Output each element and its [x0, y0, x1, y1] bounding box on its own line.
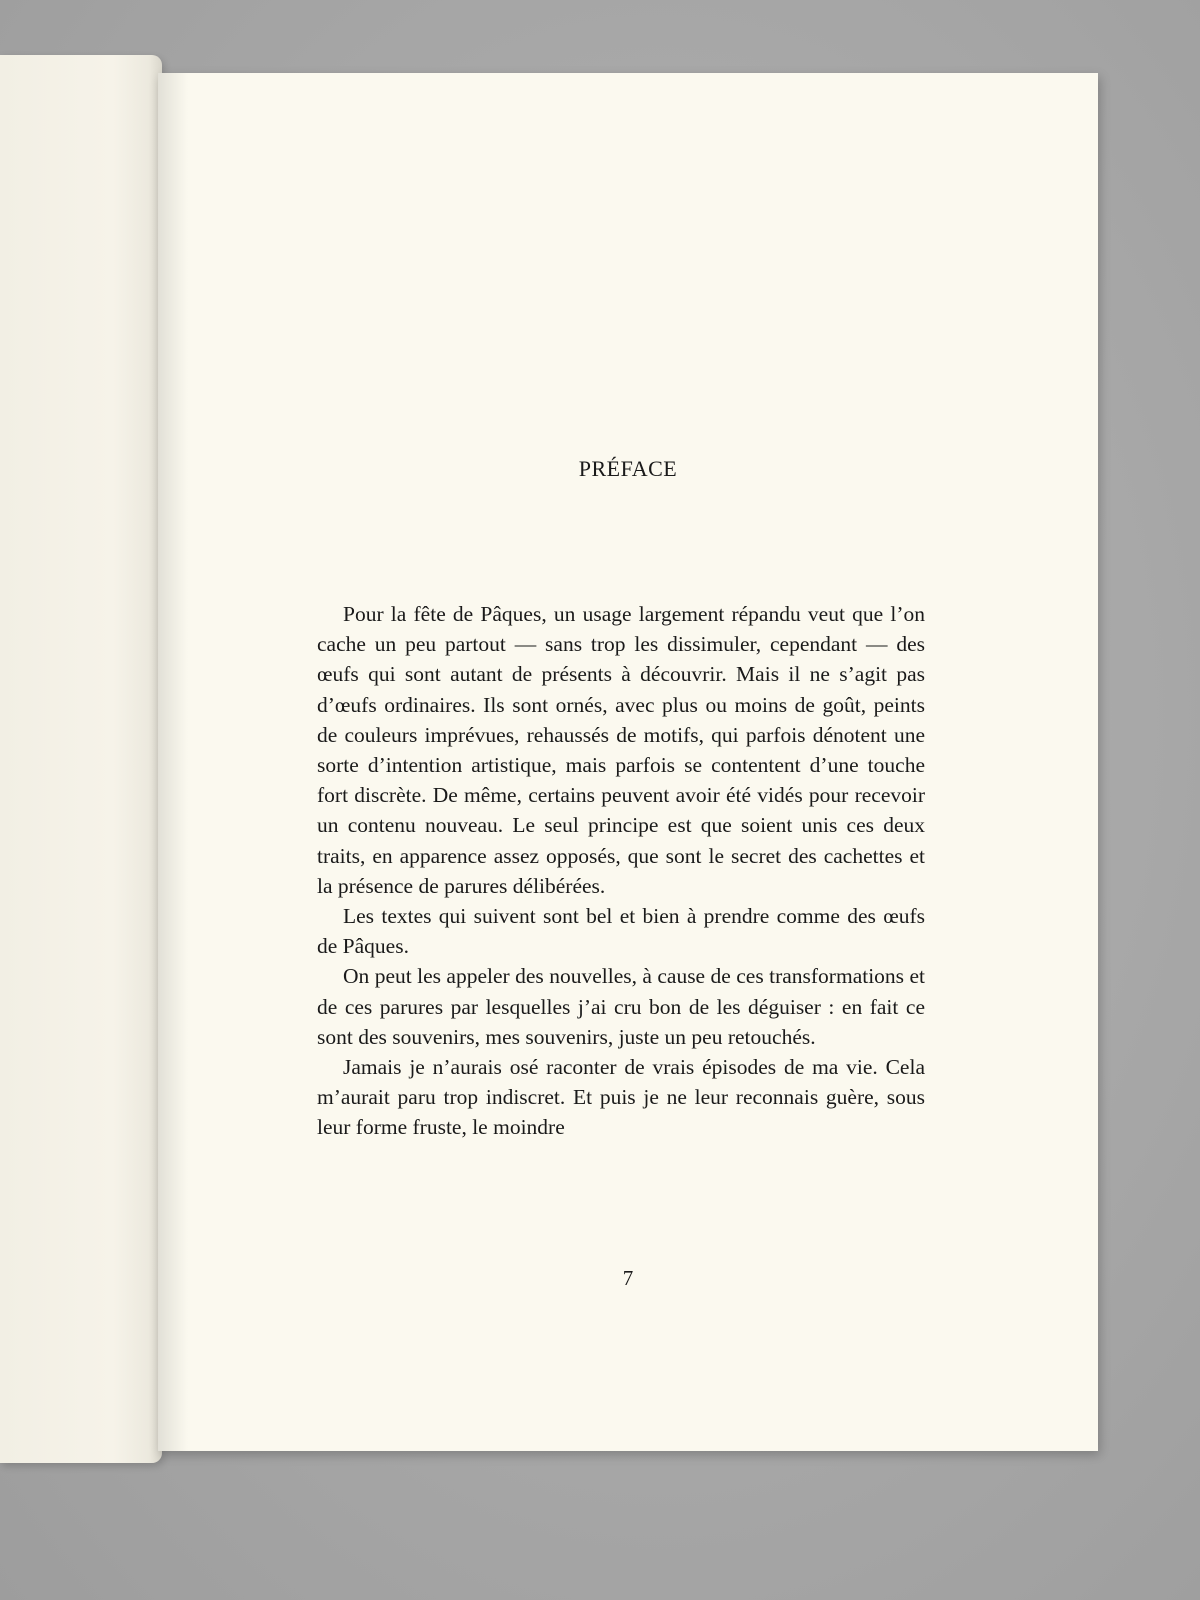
- body-text: [317, 599, 925, 1143]
- paragraph: Les textes qui suivent sont bel et bien à prendre comme des œufs de Pâques.: [317, 904, 925, 959]
- paragraph: Pour la fête de Pâques, un usage largement répandu veut que l’on cache un peu partout — sans trop les dissimuler, cependant — des œufs qui sont autant de présents à découvrir. Mais il ne s’agit pas d’œufs ordinaires. Ils sont ornés, avec plus ou moins de goût, peints de couleurs imprévues, rehaussés de motifs, qui parfois dénotent une sorte d’intention artistique, mais parfois se contentent d’une touche fort discrète. De même, certains peuvent avoir été vidés pour recevoir un contenu nouveau. Le seul principe est que soient unis ces deux traits, en apparence assez opposés, que sont le secret des cachettes et la présence de parures délibérées.: [317, 602, 925, 898]
- paragraph: On peut les appeler des nouvelles, à cause de ces transformations et de ces parures par lesquelles j’ai cru bon de les déguiser : en fait ce sont des souvenirs, mes souvenirs, juste un peu retouchés.: [317, 964, 925, 1049]
- left-page: [0, 55, 162, 1463]
- gutter-shadow: [158, 73, 188, 1451]
- paragraph: Jamais je n’aurais osé raconter de vrais épisodes de ma vie. Cela m’aurait paru trop indiscret. Et puis je ne leur reconnais guère, sous leur forme fruste, le moindre: [317, 1055, 925, 1140]
- page-number: 7: [622, 1266, 634, 1290]
- page-title: PRÉFACE: [578, 456, 678, 481]
- right-page: [158, 73, 1098, 1451]
